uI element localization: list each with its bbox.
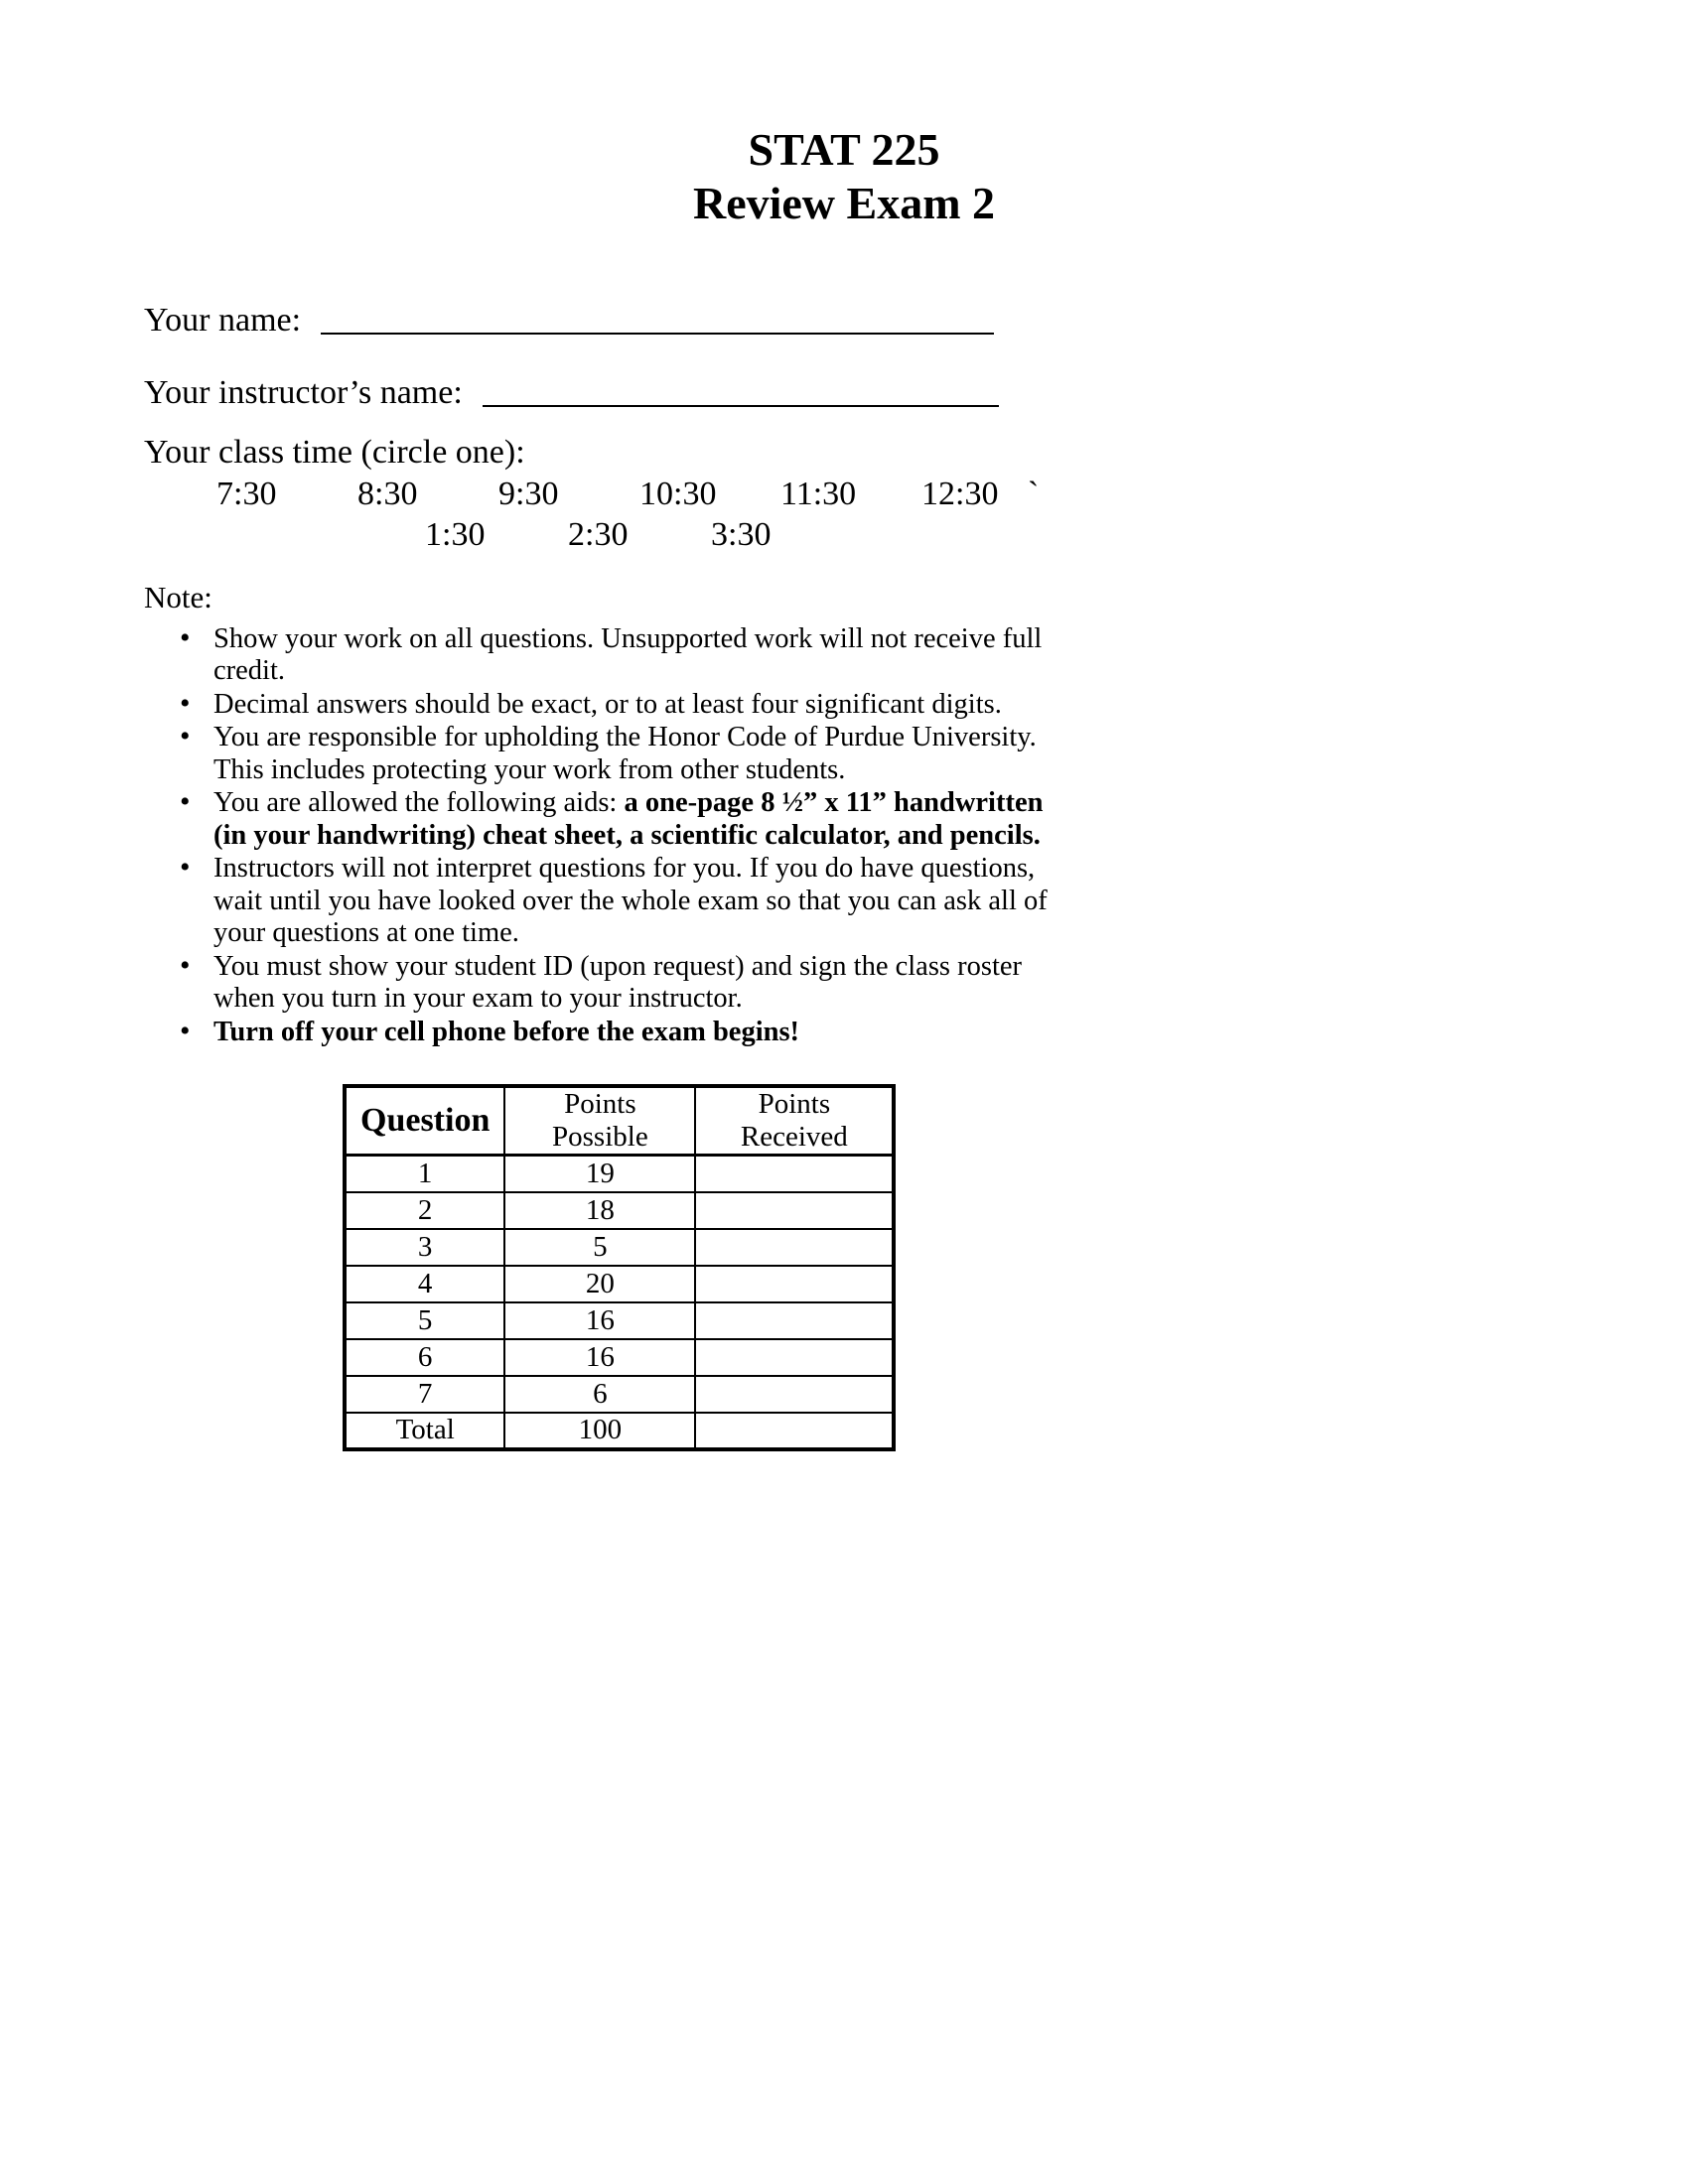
cell-question-total: Total <box>345 1413 504 1449</box>
cell-question: 6 <box>345 1339 504 1376</box>
class-times-row-2 <box>425 516 1569 554</box>
stray-mark: ` <box>1028 475 1040 512</box>
time-option-330: 3:30 <box>711 515 772 553</box>
table-row <box>345 1192 894 1229</box>
score-table-wrap <box>343 1084 1569 1451</box>
class-times-row-1 <box>216 476 1569 513</box>
score-table <box>343 1084 896 1451</box>
cell-question: 5 <box>345 1302 504 1339</box>
note-item <box>144 689 1057 722</box>
cell-points-received <box>695 1229 894 1266</box>
cell-points-possible: 19 <box>504 1156 695 1192</box>
cell-question: 4 <box>345 1266 504 1302</box>
cell-points-possible: 16 <box>504 1339 695 1376</box>
time-option-1230: 12:30 <box>921 475 999 512</box>
instructor-blank-line <box>483 373 999 407</box>
time-option-830: 8:30 <box>357 475 418 512</box>
cell-question: 3 <box>345 1229 504 1266</box>
cell-points-possible: 6 <box>504 1376 695 1413</box>
time-option-930: 9:30 <box>498 475 559 512</box>
note-list <box>144 623 1569 1049</box>
cell-points-possible: 100 <box>504 1413 695 1449</box>
cell-points-received <box>695 1156 894 1192</box>
table-row <box>345 1156 894 1192</box>
cell-points-received <box>695 1192 894 1229</box>
table-row <box>345 1266 894 1302</box>
exam-title: Review Exam 2 <box>692 178 996 229</box>
page-title <box>0 0 1688 231</box>
note-item-text: You are responsible for upholding the Honor Code of Purdue University. This includes protecting your work from other students. <box>213 722 1037 785</box>
instructor-field-row <box>144 373 1569 412</box>
note-item-bold-text: Turn off your cell phone before the exam begins! <box>213 1016 800 1047</box>
cell-points-possible: 16 <box>504 1302 695 1339</box>
note-item-bold-text: a one-page 8 ½” x 11” handwritten (in your handwriting) cheat sheet, a scientific calculator, and pencils. <box>213 787 1044 851</box>
name-blank-line <box>321 301 994 335</box>
time-option-1130: 11:30 <box>780 475 857 512</box>
class-time-label: Your class time (circle one): <box>144 433 525 471</box>
course-title: STAT 225 <box>748 124 940 175</box>
table-row <box>345 1376 894 1413</box>
time-option-1030: 10:30 <box>639 475 717 512</box>
note-item <box>144 787 1057 852</box>
cell-points-possible: 20 <box>504 1266 695 1302</box>
cell-question: 2 <box>345 1192 504 1229</box>
table-row <box>345 1339 894 1376</box>
table-row-total <box>345 1413 894 1449</box>
cell-points-received <box>695 1413 894 1449</box>
note-item-text: Instructors will not interpret questions for you. If you do have questions, wait until you have looked over the whole exam so that you can ask all of your questions at one time. <box>213 853 1048 949</box>
table-header-question: Question <box>345 1086 504 1156</box>
note-item-text: Decimal answers should be exact, or to at least four significant digits. <box>213 688 1002 720</box>
instructor-label: Your instructor’s name: <box>144 373 463 411</box>
note-item <box>144 1017 1057 1049</box>
cell-points-received <box>695 1339 894 1376</box>
cell-points-possible: 5 <box>504 1229 695 1266</box>
table-row <box>345 1229 894 1266</box>
note-label: Note: <box>144 579 212 614</box>
note-item <box>144 722 1057 786</box>
time-option-730: 7:30 <box>216 475 277 512</box>
table-header-points-possible: Points Possible <box>504 1086 695 1156</box>
cell-points-received <box>695 1376 894 1413</box>
cell-question: 1 <box>345 1156 504 1192</box>
cell-points-received <box>695 1266 894 1302</box>
note-item <box>144 951 1057 1016</box>
note-item <box>144 853 1057 950</box>
cell-question: 7 <box>345 1376 504 1413</box>
note-item-text: You are allowed the following aids: <box>213 787 625 819</box>
table-header-row <box>345 1086 894 1156</box>
cell-points-received <box>695 1302 894 1339</box>
table-row <box>345 1302 894 1339</box>
note-item-text: Show your work on all questions. Unsupported work will not receive full credit. <box>213 622 1043 687</box>
note-item <box>144 623 1057 688</box>
cell-points-possible: 18 <box>504 1192 695 1229</box>
time-option-230: 2:30 <box>568 515 629 553</box>
name-label: Your name: <box>144 301 302 339</box>
note-item-text: You must show your student ID (upon request) and sign the class roster when you turn in your exam to your instructor. <box>213 950 1023 1015</box>
time-option-130: 1:30 <box>425 515 486 553</box>
name-field-row <box>144 301 1569 340</box>
table-header-points-received: Points Received <box>695 1086 894 1156</box>
class-time-row <box>144 434 1569 472</box>
